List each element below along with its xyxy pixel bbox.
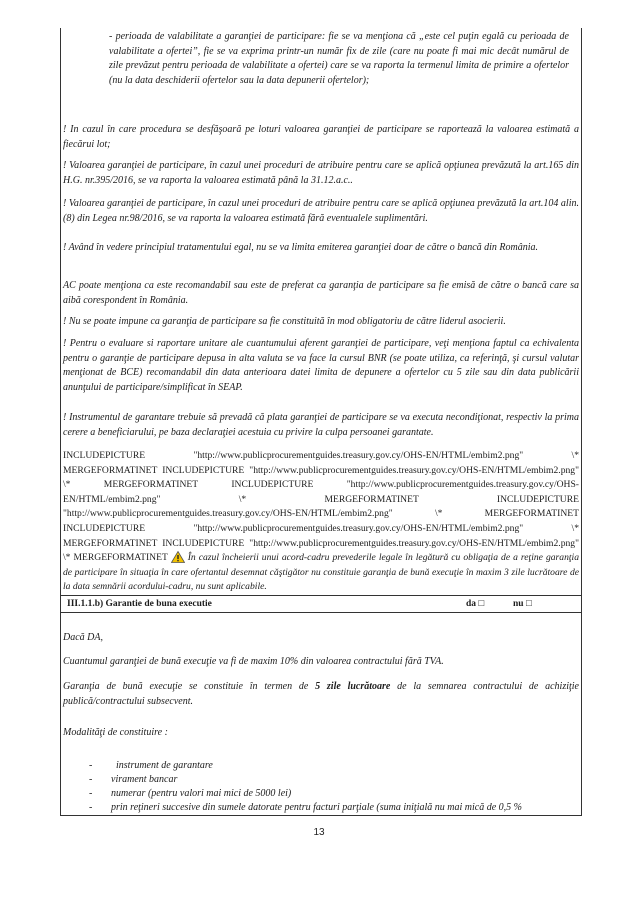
if-yes-paragraph: Dacă DA, bbox=[63, 632, 103, 643]
term-bold: 5 zile lucrătoare bbox=[315, 681, 391, 692]
currency-paragraph: ! Pentru o evaluare si raportare unitare ale cuantumului aferent garanţiei de participare, veţi menţiona faptul ca echivalenta pentru o garanţie de participare depusa in alta valuta se va face la cursul BNR (se poate utiliza, ca referinţă, şi cursul valutar menţionat de BCE) recomandabil din data anterioara datei limita de depunere a ofertelor cu 5 zile sau din data publicării anunţului de participare/simplificat în SEAP. bbox=[63, 338, 579, 393]
bank-paragraph: ! Având în vedere principiul tratamentului egal, nu se va limita emiterea garanţiei doar de către o bancă din România. bbox=[63, 242, 539, 253]
term-text-b: de la semnarea contractului de achiziţie publică/contractului subsecvent. bbox=[63, 681, 579, 707]
term-paragraph bbox=[63, 680, 579, 709]
leader-paragraph: ! Nu se poate impune ca garanţia de participare sa fie constituită în mod obligatoriu de către liderul asocierii. bbox=[63, 316, 506, 327]
lots-paragraph: ! In cazul în care procedura se desfăşoară pe loturi valoarea garanţiei de participare se raportează la valoarea estimată a fiecărui lot; bbox=[63, 124, 579, 150]
methods-paragraph: Modalităţi de constituire : bbox=[63, 727, 168, 738]
section-header-row bbox=[61, 596, 581, 613]
include-picture-field-codes bbox=[63, 449, 579, 595]
da-checkbox[interactable]: da □ bbox=[466, 599, 485, 609]
field-code-text: INCLUDEPICTURE "http://www.publicprocurementguides.treasury.gov.cy/OHS-EN/HTML/embim2.png" \* MERGEFORMATINET INCLUDEPICTURE "http://www.publicprocurementguides.treasury.gov.cy/OHS-EN/HTML/embim2.png" \* MERGEFORMATINET INCLUDEPICTURE "http://www.publicprocurementguides.treasury.gov.cy/OHS-EN/HTML/embim2.png" \* MERGEFORMATINET INCLUDEPICTURE "http://www.publicprocurementguides.treasury.gov.cy/OHS-EN/HTML/embim2.png" \* MERGEFORMATINET INCLUDEPICTURE "http://www.publicprocurementguides.treasury.gov.cy/OHS-EN/HTML/embim2.png" \* MERGEFORMATINET INCLUDEPICTURE "http://www.publicprocurementguides.treasury.gov.cy/OHS-EN/HTML/embim2.png" \* MERGEFORMATINET bbox=[63, 450, 579, 564]
performance-guarantee-section: III.1.1.b) Garantie de buna executie da □ nu □ Dacă DA, Cuantumul garanţiei de bună execuţie va fi de maxim 10% din valoarea contractului fără TVA. Garanţia de bună execuţie se constituie în termen de 5 zile lucrătoare de la semnarea contractului de achiziţie publică/contractului subsecvent. Modalităţi de constituire : - instrument de garantare - virament bancar - numerar (pentru valori mai mici de 5000 lei) - prin reţineri succesive din sumele datorate pentru facturi parţiale (suma iniţială nu mai mică de 0,5 % bbox=[61, 595, 581, 815]
term-text-a: Garanţia de bună execuţie se constituie în termen de bbox=[63, 681, 316, 692]
amount-paragraph: Cuantumul garanţiei de bună execuţie va fi de maxim 10% din valoarea contractului fără TVA. bbox=[63, 656, 444, 667]
framework-text: În cazul încheierii unui acord-cadru prevederile legale în legătură cu obligaţia de a reţine garanţia de participare în situaţia în care ofertantul desemnat căştigător nu constituie garanţia de bună execuţie în maxim 3 zile lucrătoare de la data semnării acordului-cadru, nu sunt aplicabile. bbox=[63, 552, 580, 593]
instrument-paragraph: ! Instrumentul de garantare trebuie să prevadă că plata garanţiei de participare se va executa necondiţionat, respectiv la prima cerere a beneficiarului, pe baza declaraţiei acestuia cu privire la culpa persoanei garantate. bbox=[63, 412, 579, 438]
warning-icon bbox=[171, 551, 185, 563]
document-table bbox=[60, 28, 582, 816]
law-paragraph: ! Valoarea garanţiei de participare, în cazul unei proceduri de atribuire pentru care se aplică opţiunea prevăzută la art.104 alin. (8) din Legea nr.98/2016, se va raporta la valoarea estimată fără eventualele suplimentări. bbox=[63, 198, 579, 224]
validity-paragraph: - perioada de valabilitate a garanţiei de participare: fie se va menţiona că „este cel puţin egală cu perioada de valabilitate a ofertei”, fie se va exprima printr-un număr fix de zile (care nu poate fi mai mic decât numărul de zile prevăzut pentru perioada de valabilitate a ofertei) care se va raporta la termenul limita de primire a ofertelor (nu la data deschiderii ofertelor sau la data depunerii ofertelor); bbox=[109, 31, 569, 86]
ac-paragraph: AC poate menţiona ca este recomandabil sau este de preferat ca garanţia de participare sa fie emisă de către o bancă care sa aibă corespondent în România. bbox=[63, 280, 579, 306]
participation-guarantee-notes bbox=[61, 28, 581, 595]
section-title: III.1.1.b) Garantie de buna executie bbox=[67, 599, 212, 609]
hg-paragraph: ! Valoarea garanţiei de participare, în cazul unei proceduri de atribuire pentru care se aplică opţiunea prevăzută la art.165 din H.G. nr.395/2016, se va raporta la valoarea estimată până la 31.12.a.c.. bbox=[63, 160, 579, 186]
page-number: 13 bbox=[313, 827, 325, 838]
nu-checkbox[interactable]: nu □ bbox=[513, 599, 532, 609]
